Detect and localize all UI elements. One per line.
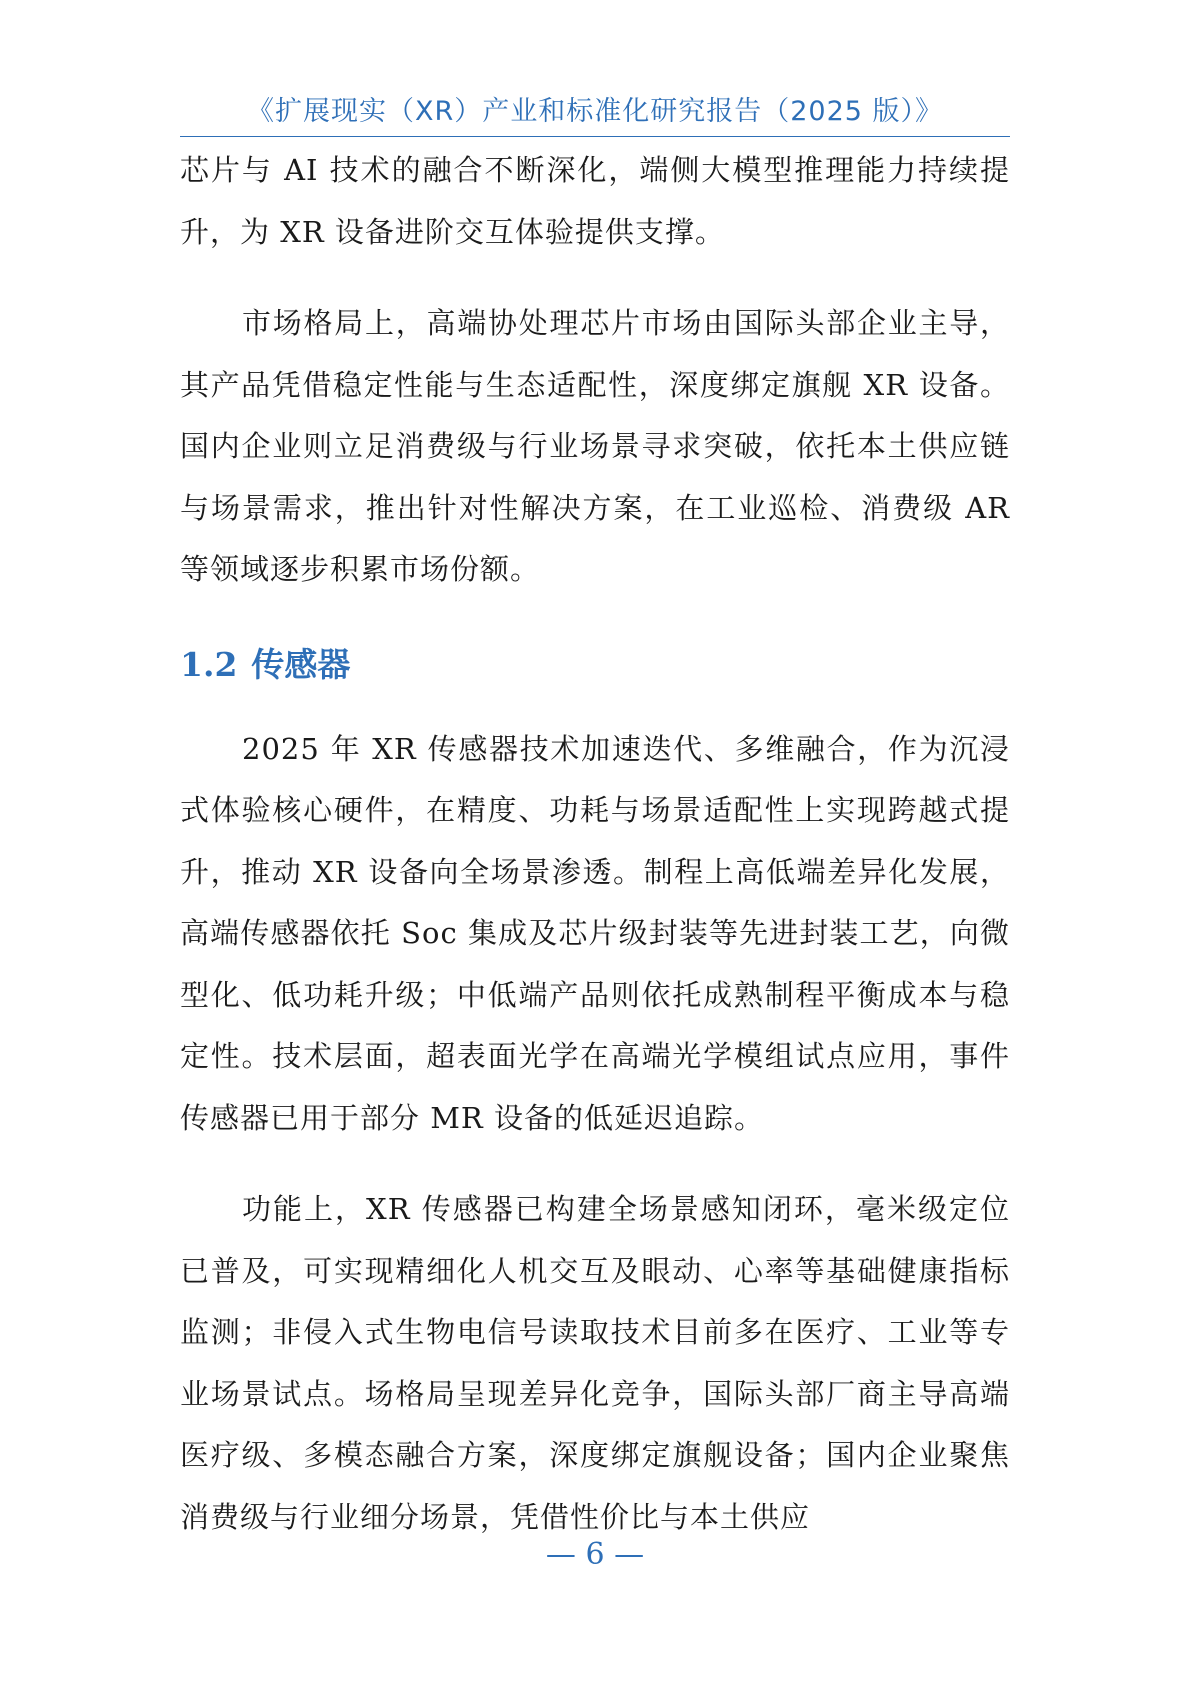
body-paragraph-sensor-function: 功能上，XR 传感器已构建全场景感知闭环，毫米级定位已普及，可实现精细化人机交互及眼动、心率等基础健康指标监测；非侵入式生物电信号读取技术目前多在医疗、工业等专业场景试点。场格局呈现差异化竞争，国际头部厂商主导高端医疗级、多模态融合方案，深度绑定旗舰设备；国内企业聚焦消费级与行业细分场景，凭借性价比与本土供应 bbox=[180, 1192, 1010, 1534]
section-title: 传感器 bbox=[251, 644, 351, 684]
page-number: — 6 — bbox=[545, 1537, 645, 1572]
body-paragraph-market: 市场格局上，高端协处理芯片市场由国际头部企业主导，其产品凭借稳定性能与生态适配性，深度绑定旗舰 XR 设备。国内企业则立足消费级与行业场景寻求突破，依托本土供应链与场景需求，推出针对性解决方案，在工业巡检、消费级 AR 等领域逐步积累市场份额。 bbox=[180, 306, 1010, 586]
section-heading bbox=[180, 639, 1010, 691]
page-body bbox=[180, 140, 1010, 1548]
body-paragraph-continuation: 芯片与 AI 技术的融合不断深化，端侧大模型推理能力持续提升，为 XR 设备进阶交互体验提供支撑。 bbox=[180, 153, 1010, 249]
section-number: 1.2 bbox=[180, 644, 238, 684]
running-header-title: 《扩展现实（XR）产业和标准化研究报告（2025 版）》 bbox=[246, 96, 944, 127]
body-paragraph-sensor-tech: 2025 年 XR 传感器技术加速迭代、多维融合，作为沉浸式体验核心硬件，在精度、功耗与场景适配性上实现跨越式提升，推动 XR 设备向全场景渗透。制程上高低端差异化发展，高端传感器依托 Soc 集成及芯片级封装等先进封装工艺，向微型化、低功耗升级；中低端产品则依托成熟制程平衡成本与稳定性。技术层面，超表面光学在高端光学模组试点应用，事件传感器已用于部分 MR 设备的低延迟追踪。 bbox=[180, 731, 1010, 1135]
header-divider bbox=[180, 136, 1010, 137]
